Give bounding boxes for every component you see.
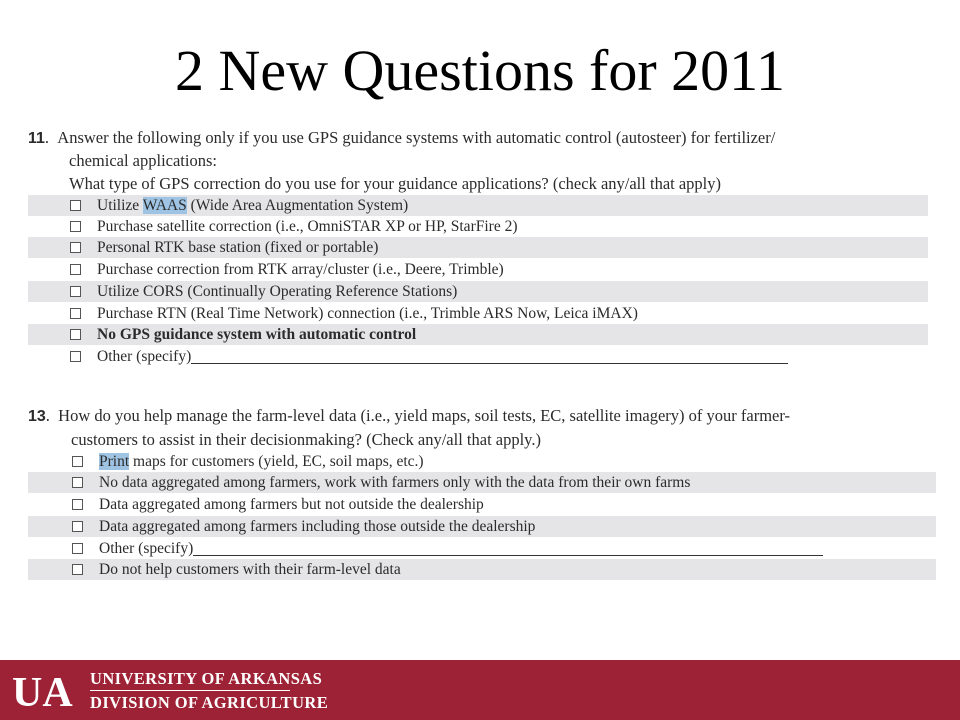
option-label: Other (specify) [99, 539, 194, 557]
option-label: Data aggregated among farmers but not outside the dealership [99, 495, 484, 513]
q13-option-other[interactable] [28, 538, 936, 559]
footer-line-2: DIVISION OF AGRICULTURE [90, 693, 329, 712]
checkbox[interactable] [70, 351, 81, 362]
q13-option-no-aggregation[interactable] [28, 472, 936, 493]
q11-option-rtn[interactable] [28, 303, 928, 324]
checkbox[interactable] [70, 242, 81, 253]
q13-option-print-maps[interactable] [28, 451, 936, 472]
checkbox[interactable] [72, 564, 83, 575]
option-label: No data aggregated among farmers, work with farmers only with the data from their own farms [99, 473, 691, 491]
q11-option-cors[interactable] [28, 281, 928, 302]
checkbox[interactable] [72, 499, 83, 510]
q11-option-rtk-array[interactable] [28, 259, 928, 280]
question-13-number: 13 [28, 408, 46, 425]
option-label: Purchase satellite correction (i.e., OmniSTAR XP or HP, StarFire 2) [97, 217, 518, 235]
checkbox[interactable] [70, 221, 81, 232]
checkbox[interactable] [70, 264, 81, 275]
checkbox[interactable] [72, 456, 83, 467]
footer-divider [90, 690, 290, 691]
q11-option-no-gps[interactable] [28, 324, 928, 345]
question-11-text-2: chemical applications: [69, 151, 217, 170]
specify-line[interactable] [191, 349, 788, 364]
option-label: Utilize CORS (Continually Operating Reference Stations) [97, 282, 458, 300]
q11-option-waas[interactable] [28, 195, 928, 216]
specify-line[interactable] [193, 541, 823, 556]
question-11-line-1: 11. Answer the following only if you use GPS guidance systems with automatic control (autosteer) for fertilizer/ [28, 128, 776, 147]
footer-bar [0, 660, 960, 720]
question-11-number: 11 [28, 130, 45, 147]
question-11-text-1: Answer the following only if you use GPS guidance systems with automatic control (autosteer) for fertilizer/ [57, 128, 776, 147]
slide-title: 2 New Questions for 2011 [175, 38, 785, 103]
q11-option-other[interactable] [28, 346, 928, 367]
checkbox[interactable] [70, 200, 81, 211]
university-logo-icon [10, 668, 80, 712]
option-label: No GPS guidance system with automatic control [97, 325, 417, 343]
svg-text:UA: UA [12, 670, 73, 712]
checkbox[interactable] [72, 477, 83, 488]
checkbox[interactable] [72, 521, 83, 532]
q13-option-aggregated-outside[interactable] [28, 516, 936, 537]
checkbox[interactable] [70, 308, 81, 319]
option-label: Purchase RTN (Real Time Network) connection (i.e., Trimble ARS Now, Leica iMAX) [97, 304, 638, 322]
option-label: Other (specify) [97, 347, 192, 365]
question-13-text-1: How do you help manage the farm-level data (i.e., yield maps, soil tests, EC, satellite imagery) of your farmer- [58, 406, 791, 425]
option-label: Data aggregated among farmers including those outside the dealership [99, 517, 536, 535]
option-label: Utilize WAAS (Wide Area Augmentation System) [97, 196, 409, 214]
option-label: Print maps for customers (yield, EC, soil maps, etc.) [99, 452, 424, 470]
question-13-line-1: 13. How do you help manage the farm-level data (i.e., yield maps, soil tests, EC, satellite imagery) of your farmer- [28, 406, 791, 425]
option-label: Personal RTK base station (fixed or portable) [97, 238, 379, 256]
checkbox[interactable] [72, 543, 83, 554]
checkbox[interactable] [70, 286, 81, 297]
question-11-subquestion: What type of GPS correction do you use for your guidance applications? (check any/all that apply) [69, 174, 721, 193]
checkbox[interactable] [70, 329, 81, 340]
q11-option-satellite[interactable] [28, 216, 928, 237]
university-name [90, 669, 328, 712]
text-highlight: Print [99, 452, 130, 470]
option-label: Purchase correction from RTK array/cluster (i.e., Deere, Trimble) [97, 260, 504, 278]
text-highlight: WAAS [142, 196, 187, 214]
footer-line-1: UNIVERSITY OF ARKANSAS [90, 669, 323, 688]
option-label: Do not help customers with their farm-level data [99, 560, 401, 578]
question-13-text-2: customers to assist in their decisionmaking? (Check any/all that apply.) [71, 430, 541, 449]
q11-option-rtk-base[interactable] [28, 237, 928, 258]
q13-option-do-not-help[interactable] [28, 559, 936, 580]
q13-option-aggregated-within[interactable] [28, 494, 936, 515]
